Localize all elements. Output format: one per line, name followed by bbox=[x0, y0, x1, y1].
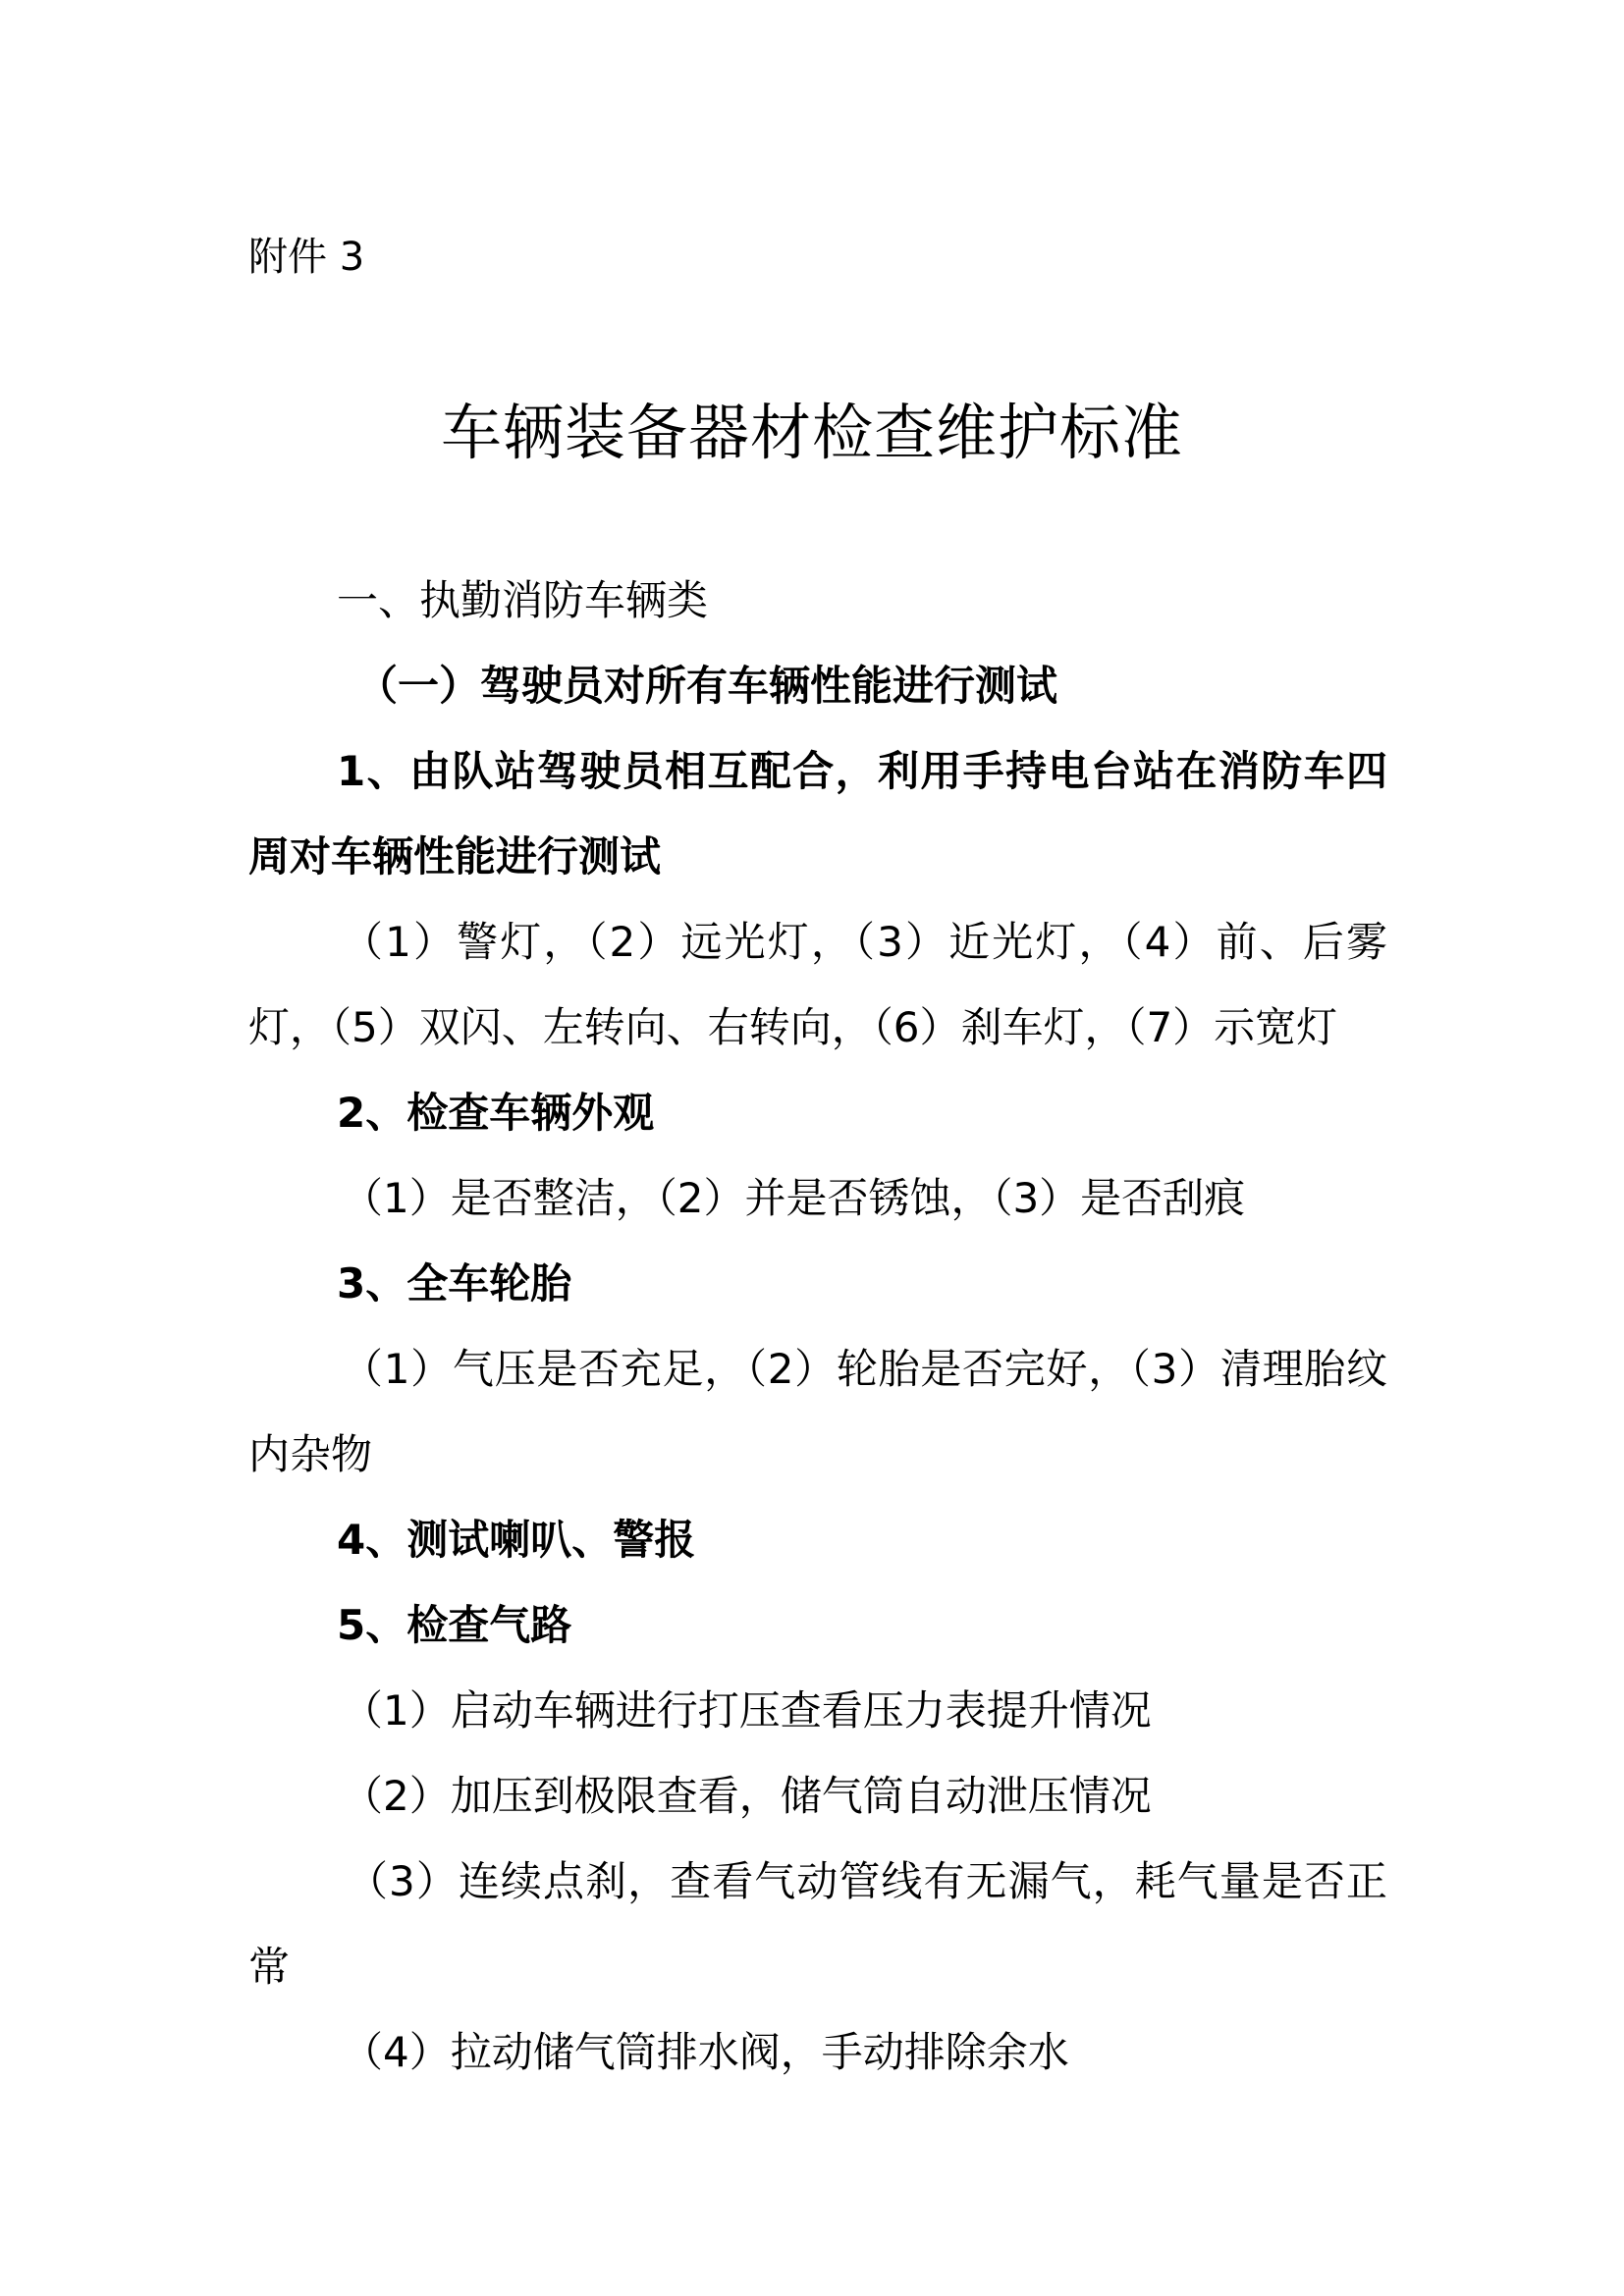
item-3-detail: （1）气压是否充足，（2）轮胎是否完好，（3）清理胎纹内杂物 bbox=[248, 1345, 1387, 1478]
item-5-detail-2: （2）加压到极限查看，储气筒自动泄压情况 bbox=[342, 1772, 1152, 1820]
item-2-heading: 2、检查车辆外观 bbox=[337, 1089, 655, 1137]
attachment-label: 附件 3 bbox=[248, 235, 365, 280]
item-1-heading: 1、由队站驾驶员相互配合，利用手持电台站在消防车四周对车辆性能进行测试 bbox=[248, 747, 1387, 881]
document-body bbox=[248, 558, 1387, 2095]
item-5-detail-4: （4）拉动储气筒排水阀，手动排除余水 bbox=[342, 2028, 1069, 2076]
item-3-heading: 3、全车轮胎 bbox=[337, 1259, 572, 1308]
item-2-detail: （1）是否整洁，（2）并是否锈蚀，（3）是否刮痕 bbox=[342, 1174, 1246, 1222]
item-4-heading: 4、测试喇叭、警报 bbox=[337, 1516, 696, 1564]
item-5-detail-1: （1）启动车辆进行打压查看压力表提升情况 bbox=[342, 1686, 1152, 1735]
item-5-heading: 5、检查气路 bbox=[337, 1601, 572, 1649]
item-1-detail: （1）警灯，（2）远光灯，（3）近光灯，（4）前、后雾灯，（5）双闪、左转向、右转向，（6）刹车灯，（7）示宽灯 bbox=[248, 918, 1387, 1051]
section-heading: 一、执勤消防车辆类 bbox=[337, 576, 709, 624]
subsection-heading: （一）驾驶员对所有车辆性能进行测试 bbox=[356, 662, 1058, 710]
document-title: 车辆装备器材检查维护标准 bbox=[440, 397, 1183, 468]
item-5-detail-3: （3）连续点刹，查看气动管线有无漏气，耗气量是否正常 bbox=[248, 1857, 1387, 1991]
